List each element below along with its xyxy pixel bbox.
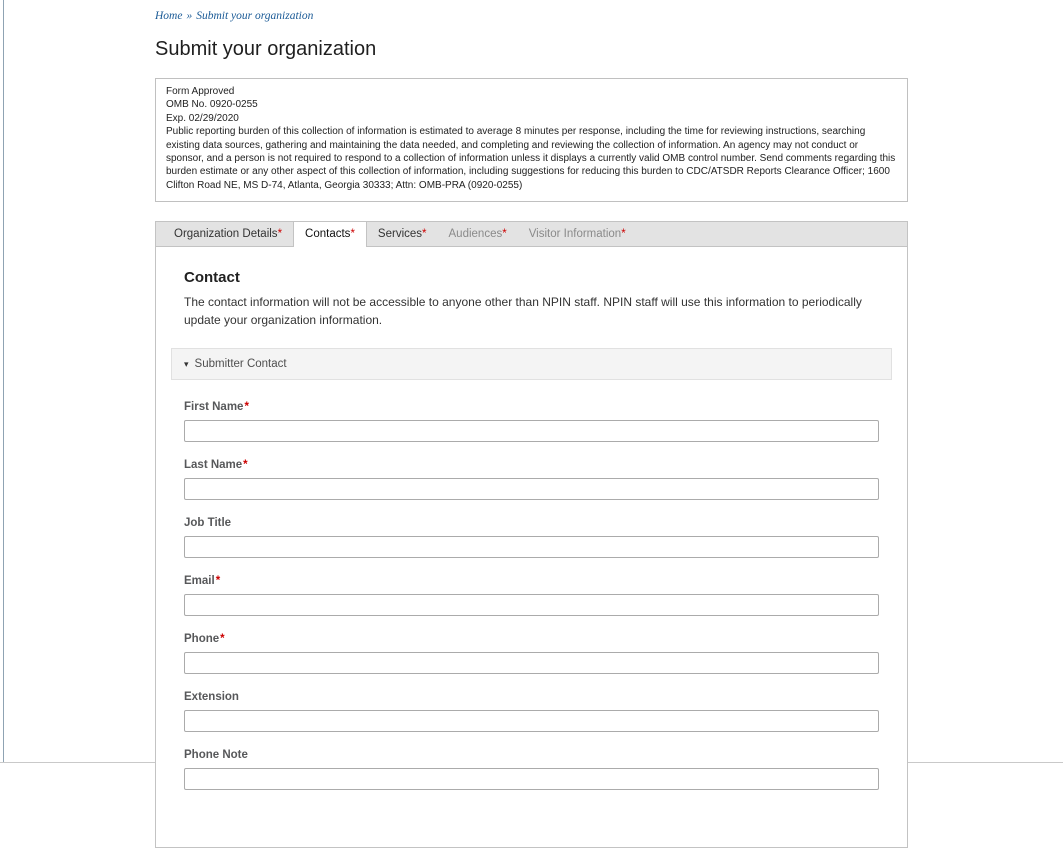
- contacts-tab-pane: [155, 246, 908, 848]
- required-asterisk: *: [277, 228, 283, 241]
- first-name-input[interactable]: [184, 420, 879, 442]
- label-text: Email: [184, 575, 215, 588]
- omb-line-expiration: Exp. 02/29/2020: [166, 112, 239, 124]
- phone-note-input[interactable]: [184, 768, 879, 790]
- job-title-label: [184, 517, 879, 529]
- tab-audiences[interactable]: [438, 222, 518, 246]
- tab-label: Services: [377, 228, 423, 241]
- tab-label: Organization Details: [174, 228, 278, 241]
- tab-label: Audiences: [448, 228, 503, 241]
- required-asterisk: *: [244, 401, 249, 414]
- extension-input[interactable]: [184, 710, 879, 732]
- label-text: First Name: [184, 401, 244, 414]
- required-asterisk: *: [220, 633, 225, 646]
- label-text: Job Title: [184, 517, 232, 530]
- required-asterisk: *: [422, 228, 427, 241]
- label-text: Phone Note: [184, 749, 248, 762]
- breadcrumb-home-link[interactable]: Home: [155, 10, 183, 22]
- breadcrumb-current: Submit your organization: [196, 10, 314, 22]
- tab-visitor-information[interactable]: [518, 222, 637, 246]
- field-job-title: [184, 517, 879, 558]
- main-content: [155, 0, 908, 848]
- field-phone: [184, 633, 879, 674]
- contact-heading: Contact: [184, 269, 240, 287]
- email-label: [184, 575, 879, 587]
- field-phone-note: [184, 749, 879, 790]
- field-first-name: [184, 401, 879, 442]
- fieldset-legend: Submitter Contact: [194, 358, 287, 371]
- label-text: Extension: [184, 691, 239, 704]
- label-text: Last Name: [184, 459, 243, 472]
- tab-services[interactable]: [367, 222, 438, 246]
- last-name-input[interactable]: [184, 478, 879, 500]
- label-text: Phone: [184, 633, 220, 646]
- page-title: Submit your organization: [155, 38, 377, 60]
- tab-contacts[interactable]: [293, 222, 367, 247]
- tab-label: Visitor Information: [528, 228, 622, 241]
- omb-approval-box: [155, 78, 908, 202]
- field-last-name: [184, 459, 879, 500]
- omb-line-form-approved: Form Approved: [166, 86, 235, 97]
- required-asterisk: *: [350, 228, 355, 241]
- breadcrumb: [155, 10, 908, 22]
- form-tabs: [155, 221, 908, 246]
- phone-label: [184, 633, 879, 645]
- first-name-label: [184, 401, 879, 413]
- extension-label: [184, 691, 879, 703]
- field-email: [184, 575, 879, 616]
- required-asterisk: *: [215, 575, 221, 588]
- job-title-input[interactable]: [184, 536, 879, 558]
- page-left-rule: [3, 0, 4, 763]
- contact-description: The contact information will not be accessible to anyone other than NPIN staff. NPIN staff will use this information to periodically update your organization information.: [184, 295, 862, 327]
- omb-line-number: OMB No. 0920-0255: [166, 99, 258, 111]
- required-asterisk: *: [621, 228, 626, 241]
- omb-burden-statement: Public reporting burden of this collection of information is estimated to average 8 minutes per response, including the time for reviewing instructions, searching existing data sources, gathering and maintaining the data needed, and completing and reviewing the collection of information. An agency may not conduct or sponsor, and a person is not required to respond to a collection of information unless it displays a currently valid OMB control number. Send comments regarding this burden estimate or any other aspect of this collection of information, including suggestions for reducing this burden to CDC/ATSDR Reports Clearance Officer; 1600 Clifton Road NE, MS D-74, Atlanta, Georgia 30333; Attn: OMB-PRA (0920-0255): [166, 126, 896, 191]
- required-asterisk: *: [243, 459, 248, 472]
- chevron-down-icon: ▾: [184, 358, 189, 369]
- phone-input[interactable]: [184, 652, 879, 674]
- submitter-contact-toggle[interactable]: [171, 348, 892, 380]
- tab-label: Contacts: [305, 228, 351, 241]
- breadcrumb-separator: »: [186, 10, 193, 22]
- phone-note-label: [184, 749, 879, 761]
- tab-organization-details[interactable]: [163, 222, 293, 246]
- field-extension: [184, 691, 879, 732]
- last-name-label: [184, 459, 879, 471]
- email-input[interactable]: [184, 594, 879, 616]
- required-asterisk: *: [502, 228, 507, 241]
